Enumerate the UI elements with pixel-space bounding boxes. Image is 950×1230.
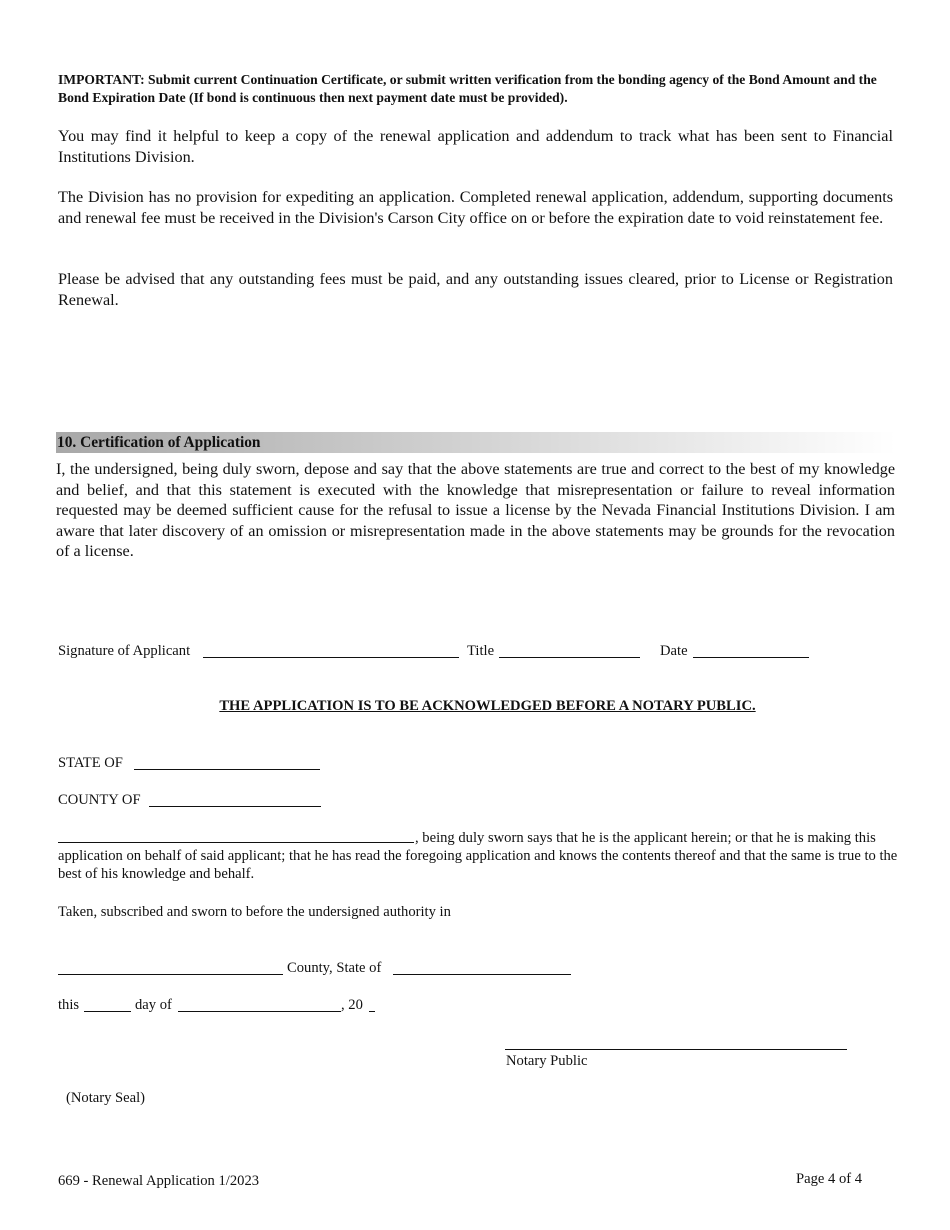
paragraph-no-expedite: The Division has no provision for expediting an application. Completed renewal application, addendum, supporting documents and renewal fee must be received in the Division's Carson City office on or before the expiration date to void reinstatement fee. xyxy=(58,188,893,227)
county-field[interactable] xyxy=(149,806,321,807)
important-note: IMPORTANT: Submit current Continuation Certificate, or submit written verification from the bonding agency of the Bond Amount and the Bond Expiration Date (If bond is continuous then next payment date must be provided). xyxy=(58,72,877,105)
year-label: , 20 xyxy=(341,997,363,1013)
notary-county-field[interactable] xyxy=(58,974,283,975)
paragraph-outstanding-fees: Please be advised that any outstanding fees must be paid, and any outstanding issues cleared, prior to License or Registration Renewal. xyxy=(58,270,893,309)
day-field[interactable] xyxy=(84,1011,131,1012)
state-label: STATE OF xyxy=(58,755,123,771)
notary-signature-field[interactable] xyxy=(505,1049,847,1050)
sworn-statement xyxy=(58,829,910,883)
notary-public-label: Notary Public xyxy=(506,1053,588,1069)
notary-seal-label: (Notary Seal) xyxy=(66,1090,146,1106)
date-field[interactable] xyxy=(693,657,809,658)
month-field[interactable] xyxy=(178,1011,341,1012)
notary-heading: THE APPLICATION IS TO BE ACKNOWLEDGED BEFORE A NOTARY PUBLIC. xyxy=(219,698,756,714)
taken-text: Taken, subscribed and sworn to before the undersigned authority in xyxy=(58,904,451,920)
this-label: this xyxy=(58,997,80,1013)
section-title: 10. Certification of Application xyxy=(57,434,261,451)
footer-form-id: 669 - Renewal Application 1/2023 xyxy=(58,1173,260,1189)
date-label: Date xyxy=(660,643,688,659)
day-of-label: day of xyxy=(135,997,172,1013)
state-field[interactable] xyxy=(134,769,320,770)
title-field[interactable] xyxy=(499,657,640,658)
sworn-text: , being duly sworn says that he is the applicant herein; or that he is making this application on behalf of said applicant; that he has read the foregoing application and knows the contents thereof and that the same is true to the best of his knowledge and behalf. xyxy=(58,830,898,882)
year-field[interactable] xyxy=(369,1011,375,1012)
county-label: COUNTY OF xyxy=(58,792,141,808)
notary-state-field[interactable] xyxy=(393,974,571,975)
signature-field[interactable] xyxy=(203,657,459,658)
footer-page-number: Page 4 of 4 xyxy=(796,1171,863,1187)
paragraph-copy-tip: You may find it helpful to keep a copy of the renewal application and addendum to track what has been sent to Financial Institutions Division. xyxy=(58,127,893,166)
signature-label: Signature of Applicant xyxy=(58,643,191,659)
county-state-label: County, State of xyxy=(287,960,382,976)
title-label: Title xyxy=(467,643,495,659)
certification-text: I, the undersigned, being duly sworn, depose and say that the above statements are true and correct to the best of my knowledge and belief, and that this statement is executed with the knowledge that misrepresentation or failure to reveal information requested may be deemed sufficient cause for the refusal to issue a license by the Nevada Financial Institutions Division. I am aware that later discovery of an omission or misrepresentation made in the above statements may be grounds for the revocation of a license. xyxy=(56,460,895,560)
